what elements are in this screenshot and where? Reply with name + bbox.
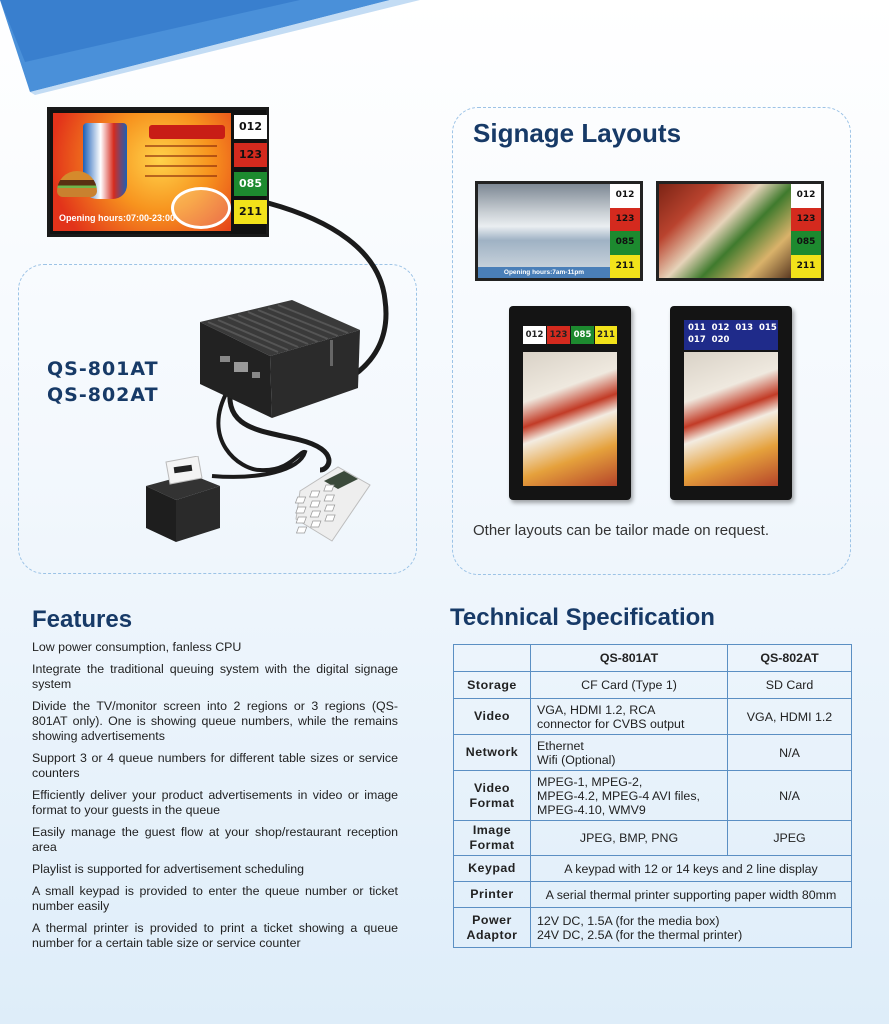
queue-number: 085 [610,231,640,255]
cell-value [531,771,728,821]
feature-item: A small keypad is provided to enter the queue number or ticket number easily [32,884,398,913]
layout-portrait-b [670,306,792,500]
cell-value [531,908,852,948]
layout-portrait-a [509,306,631,500]
feature-item: Playlist is supported for advertisement scheduling [32,862,305,876]
cell-line: 24V DC, 2.5A (for the thermal printer) [537,927,743,942]
model-name: QS-801AT [47,358,159,380]
cell-line: MPEG-4.2, MPEG-4 AVI files, [537,788,700,803]
row-label: Storage [454,672,531,699]
row-label [454,771,531,821]
features-list [32,640,398,958]
layouts-note: Other layouts can be tailor made on request. [473,522,770,539]
queue-number: 123 [610,208,640,232]
spec-header-qs802: QS-802AT [728,645,852,672]
opening-hours: Opening hours:07:00-23:00 [59,213,176,223]
table-row [454,771,852,821]
table-row [454,856,852,882]
queue-number: 211 [610,255,640,279]
cell-value: JPEG [728,821,852,856]
row-label: Keypad [454,856,531,882]
feature-item: Support 3 or 4 queue numbers for different table sizes or service counters [32,751,398,780]
row-label: Printer [454,882,531,908]
table-row [454,821,852,856]
cell-value [531,735,728,771]
model-name: QS-802AT [47,384,159,406]
queue-number: 085 [791,231,821,255]
spec-header-row [454,645,852,672]
dish-image [523,352,617,486]
spec-table [453,644,852,948]
row-label [454,821,531,856]
feature-item: Divide the TV/monitor screen into 2 regions or 3 regions (QS-801AT only). One is showing queue numbers, while the remains showing advertisements [32,699,398,743]
layout-landscape-kitchen [475,181,643,281]
signage-title: Signage Layouts [473,118,682,148]
ad-banner [149,125,225,139]
cell-value: N/A [728,771,852,821]
cell-value: VGA, HDMI 1.2 [728,699,852,735]
queue-line: 011 012 013 015 [688,323,777,333]
keypad-image [294,463,372,543]
cell-line: connector for CVBS output [537,716,685,731]
cell-value: CF Card (Type 1) [531,672,728,699]
feature-item: Low power consumption, fanless CPU [32,640,242,654]
table-row [454,735,852,771]
row-label-line: Adaptor [466,927,518,942]
queue-number: 211 [234,200,267,224]
thermal-printer-image [140,456,222,542]
feature-item: A thermal printer is provided to print a ticket showing a queue number for a certain table size or service counter [32,921,398,950]
table-row [454,672,852,699]
advertisement-image [53,113,231,231]
spec-title: Technical Specification [450,604,715,631]
cell-line: MPEG-4.10, WMV9 [537,802,646,817]
cell-line: VGA, HDMI 1.2, RCA [537,702,656,717]
queue-number: 012 [523,326,546,344]
spec-header-empty [454,645,531,672]
queue-number: 012 [791,184,821,208]
queue-number: 012 [234,115,267,139]
queue-bar [684,320,778,350]
media-box-image [180,300,360,418]
queue-number: 012 [610,184,640,208]
dish-image [684,352,778,486]
row-label-line: Format [469,838,515,852]
queue-number: 211 [791,255,821,279]
row-label-line: Image [472,823,512,837]
kitchen-staff-image [478,184,610,278]
feature-item: Easily manage the guest flow at your shop/restaurant reception area [32,825,398,854]
row-label: Video [454,699,531,735]
main-screen [47,107,269,237]
feature-item: Integrate the traditional queuing system with the digital signage system [32,662,398,691]
feature-item: Efficiently deliver your product advertisements in video or image format to your guests in the queue [32,788,398,817]
queue-bar [523,320,617,350]
cell-value: N/A [728,735,852,771]
queue-line: 017 020 [688,335,730,345]
opening-hours: Opening hours:7am-11pm [478,267,610,278]
queue-number: 211 [595,326,617,344]
spec-header-qs801: QS-801AT [531,645,728,672]
cell-line: 12V DC, 1.5A (for the media box) [537,913,720,928]
row-label: Network [454,735,531,771]
price-badge [171,187,231,229]
queue-number: 123 [234,143,267,167]
row-label-line: Power [472,912,512,927]
cell-line: Ethernet [537,738,584,753]
cell-line: MPEG-1, MPEG-2, [537,774,643,789]
cell-value [531,699,728,735]
queue-number: 123 [547,326,570,344]
features-title: Features [32,606,133,633]
table-row [454,699,852,735]
table-row [454,908,852,948]
table-row [454,882,852,908]
meat-vegetables-image [659,184,791,278]
corner-decoration [0,0,420,95]
row-label [454,908,531,948]
ad-text-lines [145,145,217,179]
row-label-line: Format [469,795,515,810]
layout-landscape-food [656,181,824,281]
cell-value: A serial thermal printer supporting paper width 80mm [531,882,852,908]
cell-value: JPEG, BMP, PNG [531,821,728,856]
cell-line: Wifi (Optional) [537,752,616,767]
queue-number: 085 [234,172,267,196]
cell-value: A keypad with 12 or 14 keys and 2 line display [531,856,852,882]
queue-number: 085 [571,326,594,344]
queue-number: 123 [791,208,821,232]
cell-value: SD Card [728,672,852,699]
row-label-line: Video [473,780,510,795]
